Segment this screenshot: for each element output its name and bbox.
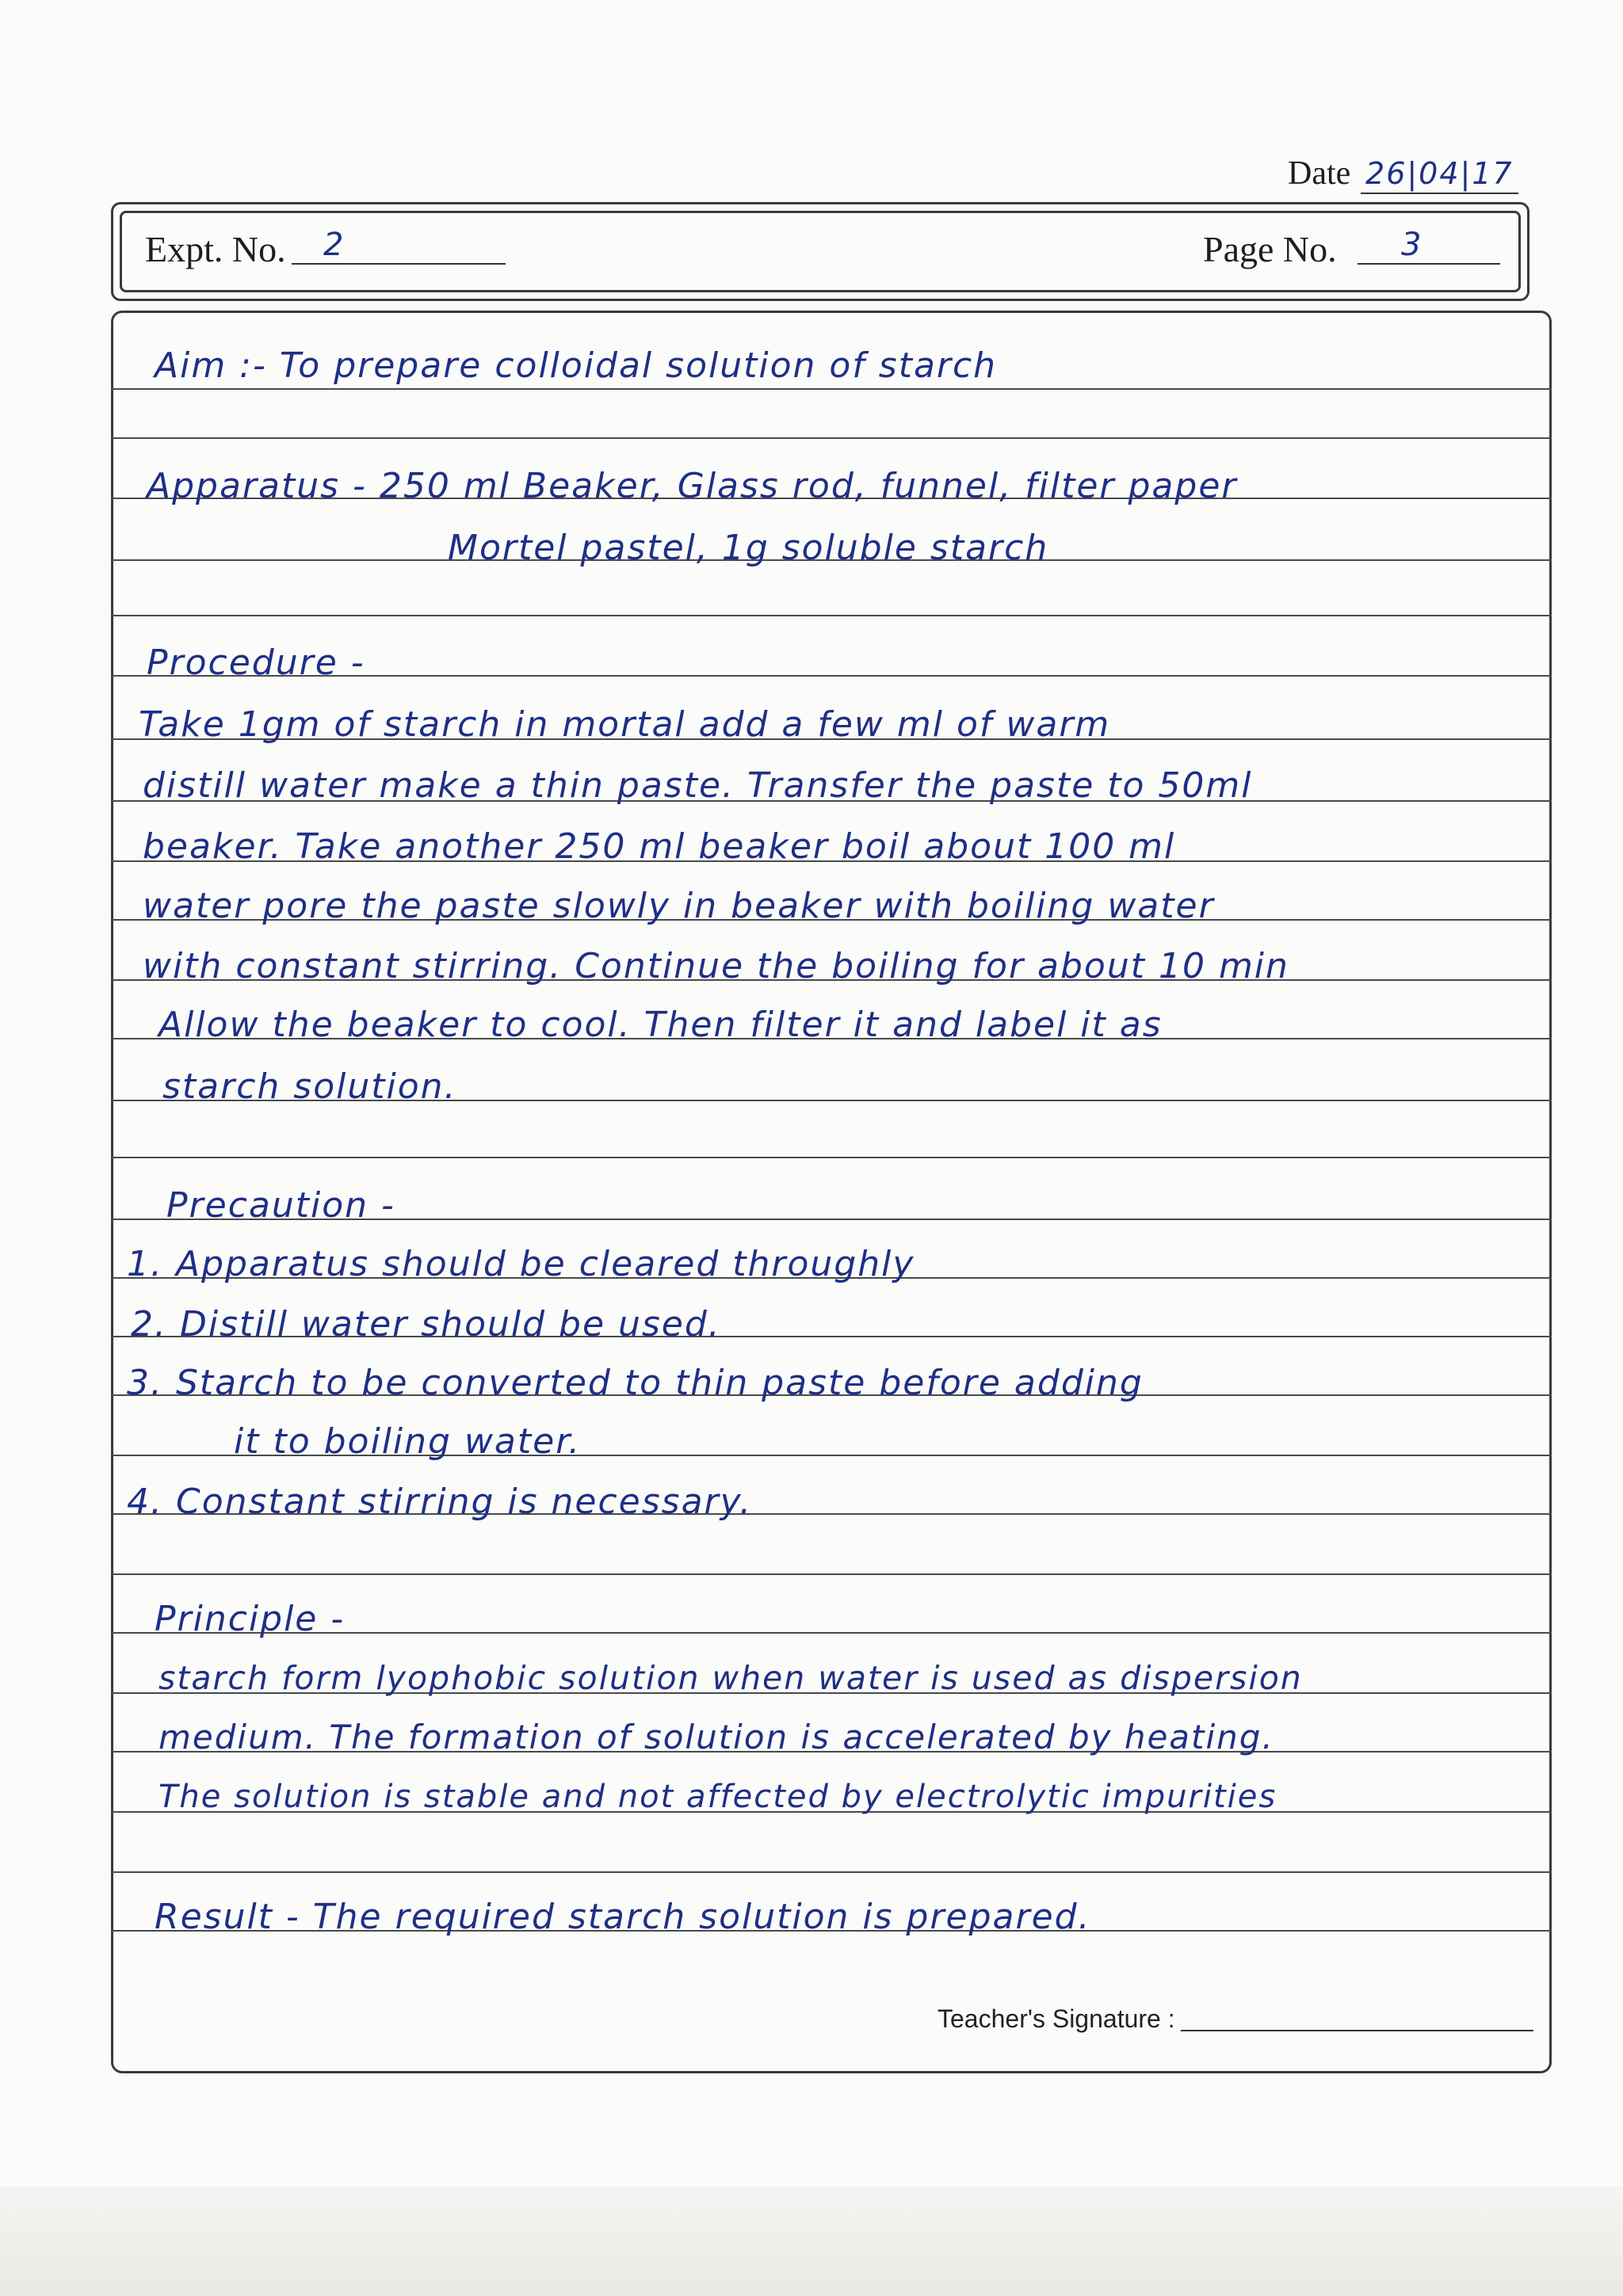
page-number-label: Page No. xyxy=(1203,229,1337,269)
precaution-item: 2. Distill water should be used. xyxy=(131,1304,721,1344)
ruled-line xyxy=(111,1871,1552,1873)
procedure-line: with constant stirring. Continue the boiling for about 10 min xyxy=(143,946,1289,986)
procedure-line: starch solution. xyxy=(162,1066,457,1107)
procedure-line: beaker. Take another 250 ml beaker boil about 100 ml xyxy=(143,826,1176,867)
aim-line: Aim :- To prepare colloidal solution of starch xyxy=(155,345,998,386)
procedure-line: water pore the paste slowly in beaker with boiling water xyxy=(143,886,1215,926)
experiment-number-value: 2 xyxy=(292,227,506,265)
procedure-line: Take 1gm of starch in mortal add a few ml of warm xyxy=(139,704,1111,745)
procedure-line: Allow the beaker to cool. Then filter it and label it as xyxy=(158,1005,1163,1045)
procedure-line: distill water make a thin paste. Transfer the paste to 50ml xyxy=(143,765,1253,806)
precaution-item: 4. Constant stirring is necessary. xyxy=(127,1482,753,1522)
ruled-line xyxy=(111,615,1552,616)
date-value: 26|04|17 xyxy=(1361,156,1518,194)
principle-line: starch form lyophobic solution when water is used as dispersion xyxy=(158,1659,1303,1697)
date-label: Date xyxy=(1288,155,1351,192)
ruled-line xyxy=(111,1573,1552,1575)
principle-line: medium. The formation of solution is accelerated by heating. xyxy=(158,1718,1274,1756)
experiment-header-box xyxy=(111,202,1529,301)
paper-bottom-shadow xyxy=(0,2187,1623,2296)
ruled-line xyxy=(111,388,1552,390)
precaution-item: 3. Starch to be converted to thin paste before adding xyxy=(127,1363,1144,1403)
apparatus-line-1: Apparatus - 250 ml Beaker, Glass rod, funnel, filter paper xyxy=(147,466,1238,506)
precaution-heading: Precaution - xyxy=(166,1185,395,1226)
page-number-value: 3 xyxy=(1358,227,1500,265)
procedure-heading: Procedure - xyxy=(147,643,365,683)
apparatus-line-2: Mortel pastel, 1g soluble starch xyxy=(448,528,1049,568)
ruled-line xyxy=(111,1157,1552,1158)
principle-line: The solution is stable and not affected by electrolytic impurities xyxy=(158,1779,1277,1815)
teacher-signature-label: Teacher's Signature : xyxy=(938,2004,1175,2033)
experiment-number-label: Expt. No. xyxy=(145,229,286,269)
ruled-line xyxy=(111,437,1552,439)
teacher-signature-line xyxy=(1181,2030,1533,2031)
precaution-item: 1. Apparatus should be cleared throughly xyxy=(127,1244,915,1284)
result-line: Result - The required starch solution is prepared. xyxy=(155,1897,1091,1937)
precaution-item-continued: it to boiling water. xyxy=(234,1421,582,1462)
principle-heading: Principle - xyxy=(155,1599,346,1639)
date-field xyxy=(1288,154,1518,194)
